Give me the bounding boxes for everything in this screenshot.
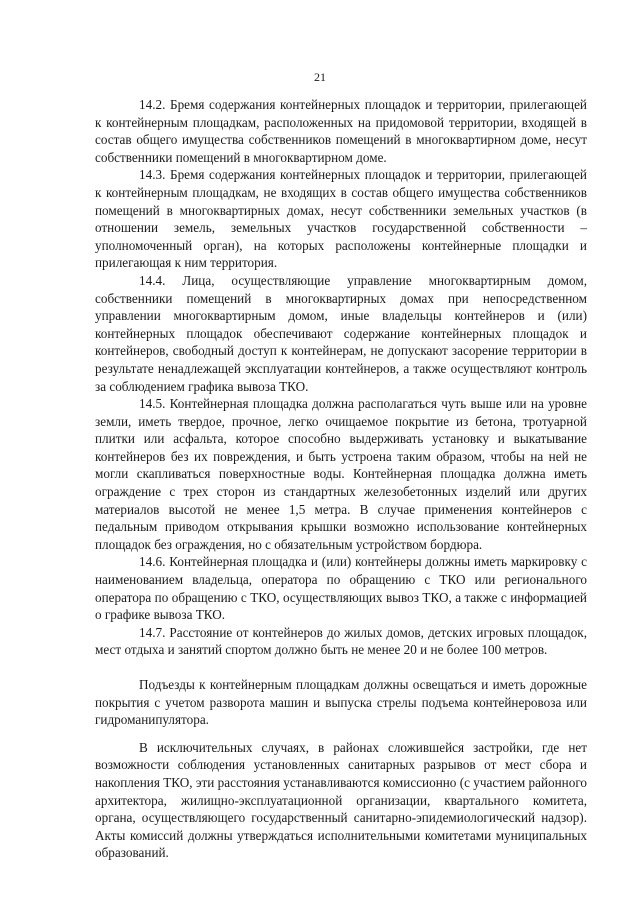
paragraph-14-3: 14.3. Бремя содержания контейнерных площадок и территории, прилегающей к контейнерным площадкам, не входящих в состав общего имущества собственников помещений в многоквартирных домах, несут собственники земельных участков (в отношении земель, земельных участков государственной собственности – уполномоченный орган), на которых расположены контейнерные площадки и прилегающая к ним территория. [95,167,587,271]
paragraph-14-2: 14.2. Бремя содержания контейнерных площадок и территории, прилегающей к контейнерным площадкам, расположенных на придомовой территории, входящей в состав общего имущества собственников помещений в многоквартирном доме, несут собственники помещений в многоквартирном доме. [95,97,587,165]
paragraph-14-7: 14.7. Расстояние от контейнеров до жилых домов, детских игровых площадок, мест отдыха и занятий спортом должно быть не менее 20 и не более 100 метров. [95,624,587,658]
page-number: 21 [314,70,326,84]
paragraph-14-5: 14.5. Контейнерная площадка должна располагаться чуть выше или на уровне земли, иметь твердое, прочное, легко очищаемое покрытие из бетона, тротуарной плитки или асфальта, которое способно выдерживать установку и выкатывание контейнеров без их повреждения, и быть устроена таким образом, чтобы на ней не могли скапливаться поверхностные воды. Контейнерная площадка должна иметь ограждение с трех сторон из стандартных железобетонных изделий или других материалов высотой не менее 1,5 метра. В случае применения контейнеров с педальным приводом открывания крышки возможно использование контейнерных площадок без ограждения, но с обязательным устройством бордюра. [95,396,587,552]
paragraph-14-6: 14.6. Контейнерная площадка и (или) контейнеры должны иметь маркировку с наименованием владельца, оператора по обращению с ТКО или регионального оператора по обращению с ТКО, осуществляющих вывоз ТКО, а также с информацией о графике вывоза ТКО. [95,554,587,623]
paragraph-access-roads: Подъезды к контейнерным площадкам должны освещаться и иметь дорожные покрытия с учетом разворота машин и выпуска стрелы подъема контейнеровоза или гидроманипулятора. [95,677,587,728]
paragraph-exceptional-cases: В исключительных случаях, в районах сложившейся застройки, где нет возможности соблюдения установленных санитарных разрывов от мест сбора и накопления ТКО, эти расстояния устанавливаются комиссионно (с участием районного архитектора, жилищно-эксплуатационной организации, квартального комитета, органа, осуществляющего государственный санитарно-эпидемиологический надзор). Акты комиссий должны утверждаться исполнительными комитетами муниципальных образований. [95,739,587,861]
paragraph-14-4: 14.4. Лица, осуществляющие управление многоквартирным домом, собственники помещений в многоквартирных домах при непосредственном управлении многоквартирным домом, иные владельцы контейнеров и (или) контейнерных площадок обеспечивают содержание контейнерных площадок и контейнеров, свободный доступ к контейнерам, не допускают засорение территории в результате ненадлежащей эксплуатации контейнеров, а также осуществляют контроль за соблюдением графика вывоза ТКО. [95,272,587,394]
document-body [95,96,587,862]
